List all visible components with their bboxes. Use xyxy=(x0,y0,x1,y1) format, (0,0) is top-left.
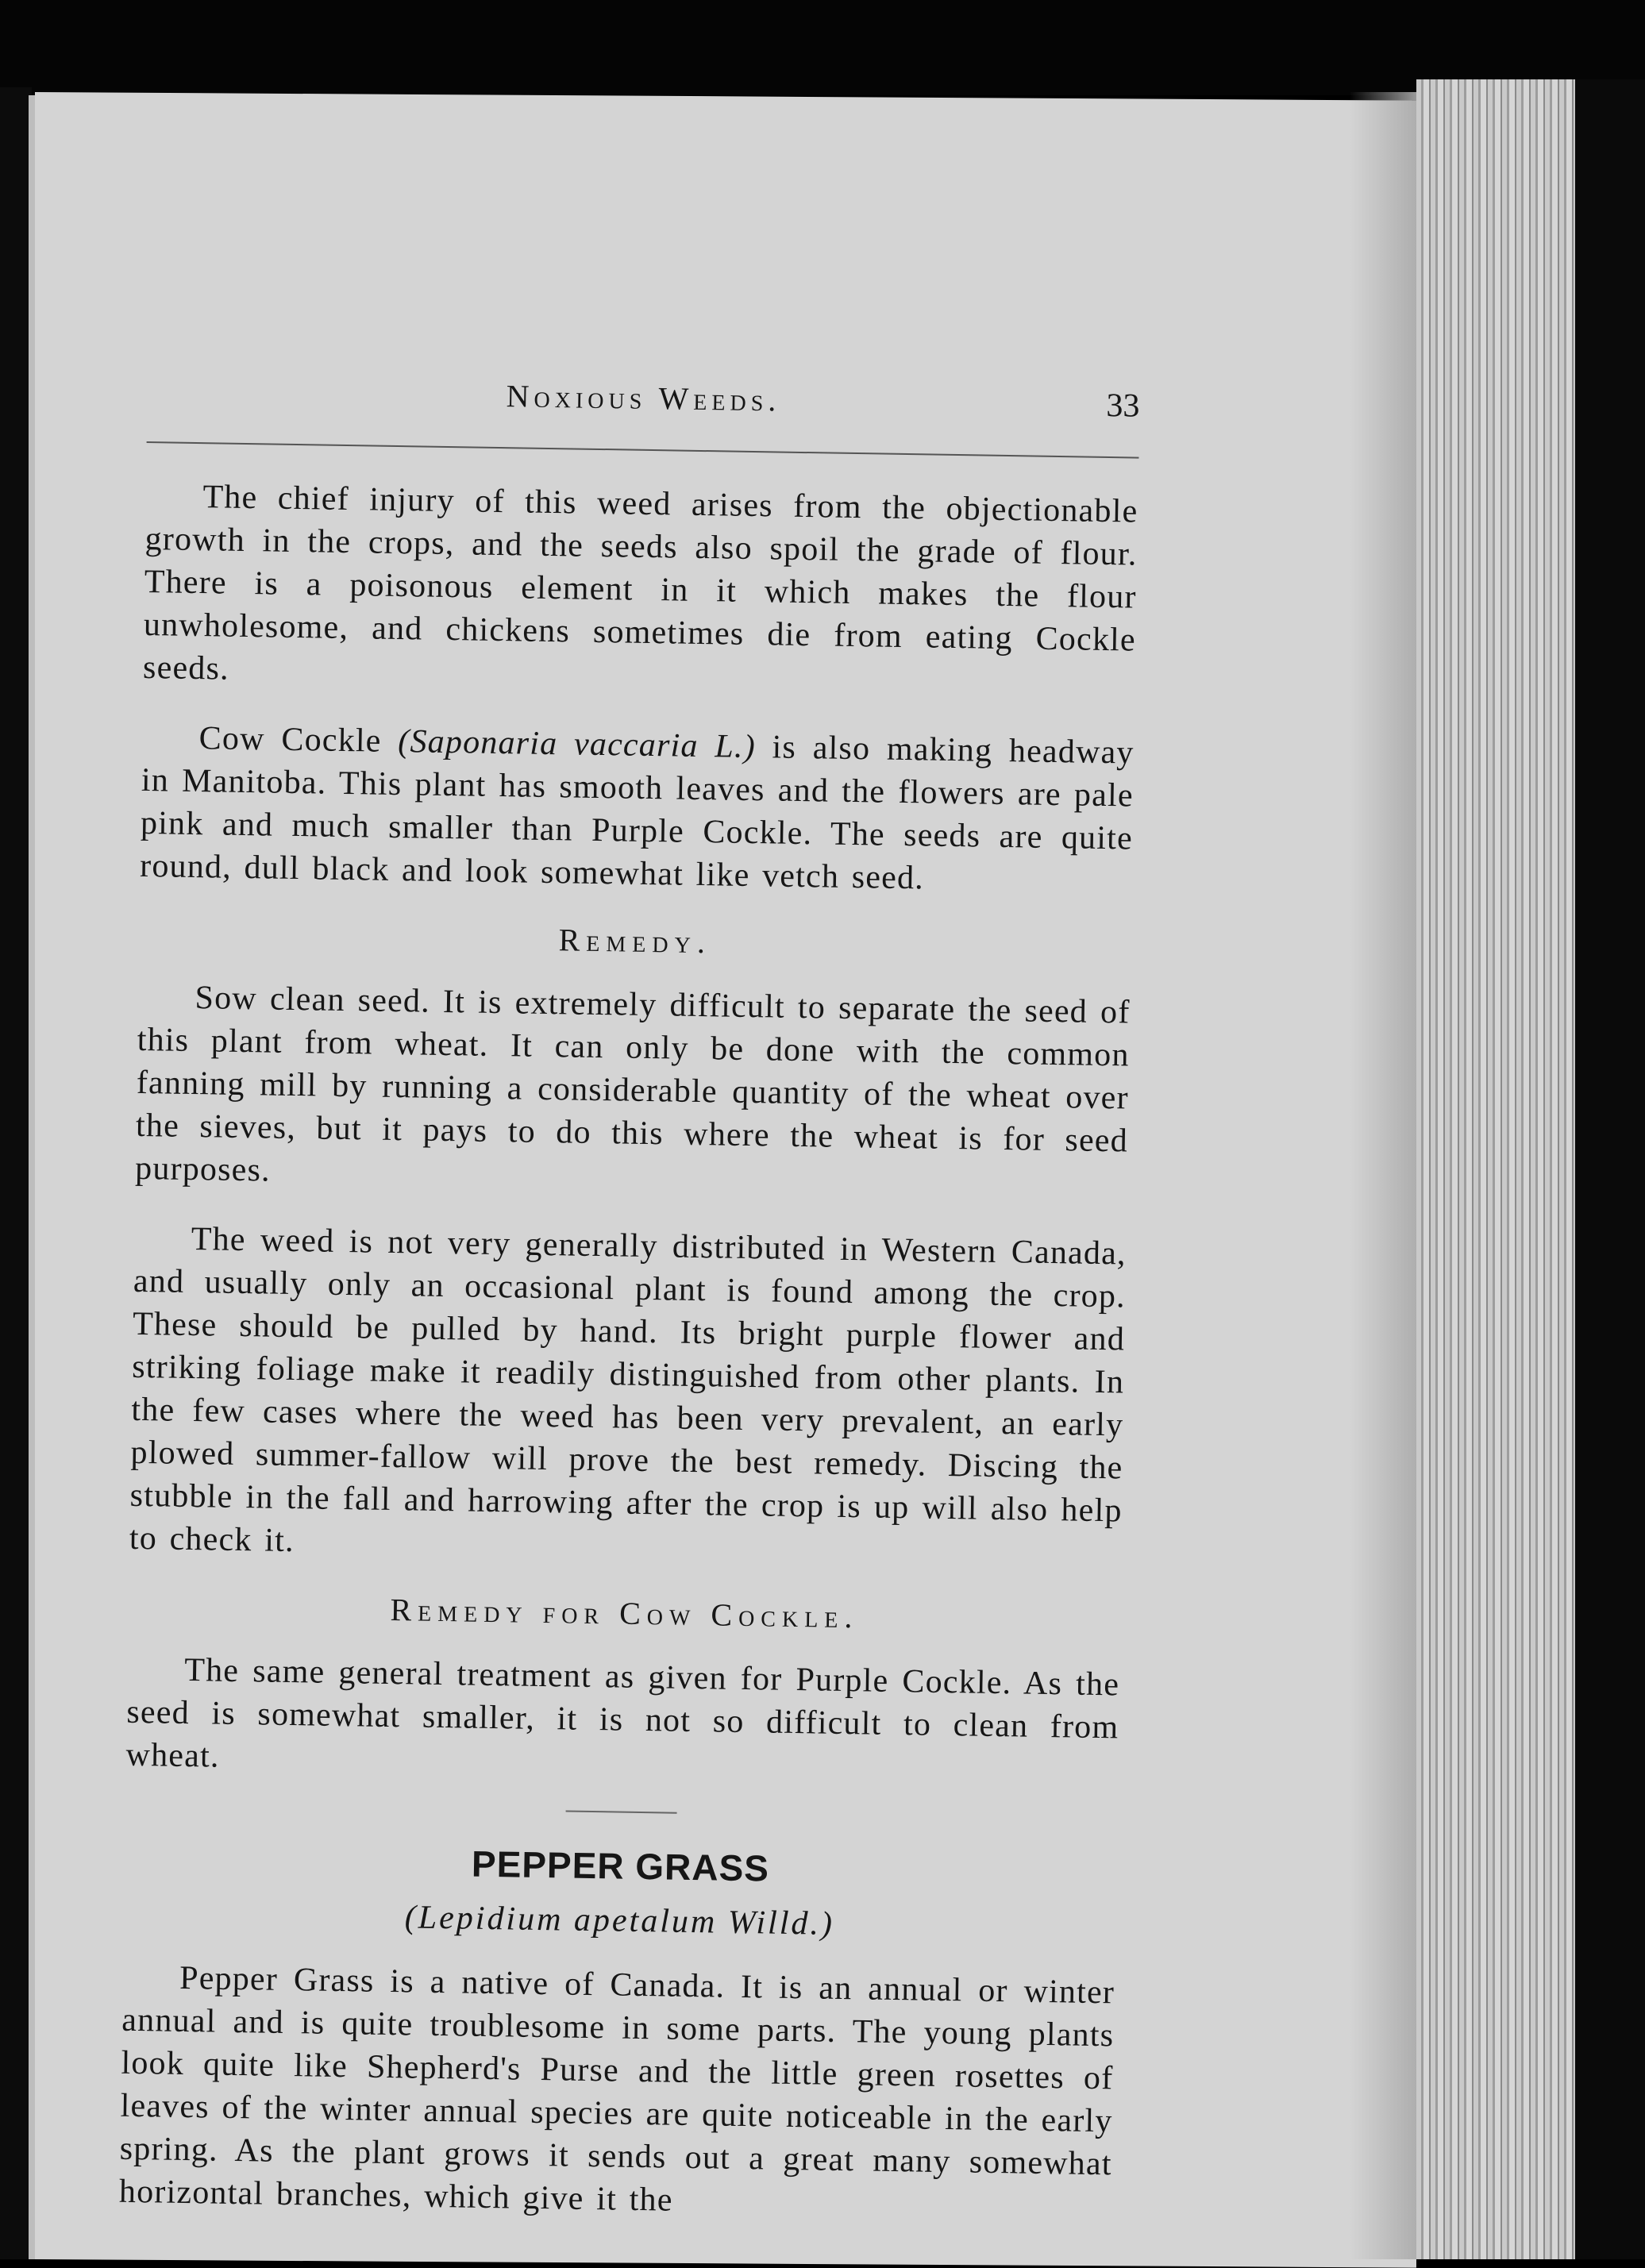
left-book-edge xyxy=(0,87,32,2259)
running-title: Noxious Weeds. xyxy=(506,378,781,418)
page-curl-shade xyxy=(1350,92,1416,2259)
section-subtitle: (Lepidium apetalum Willd.) xyxy=(404,1899,835,1943)
page-content xyxy=(118,372,1140,2255)
header-rule xyxy=(147,441,1139,459)
right-background xyxy=(1575,79,1645,2259)
cow-cockle-intro: Cow Cockle xyxy=(198,720,399,760)
paragraph-injury: The chief injury of this weed arises from the objectionable growth in the crops, and the seeds also spoil the grade of flour. There is a poisonous element in it which makes the flour unwholesome, and chickens sometimes die from eating Cockle seeds. xyxy=(142,479,1138,687)
left-spine xyxy=(29,95,35,2259)
cow-cockle-description: is also making headway in Manitoba. This plant has smooth leaves and the flowers are pale pink and much smaller than Purple Cockle. The seeds are quite round, dull black and look somewhat like vetch seed. xyxy=(139,729,1135,897)
page-edges xyxy=(1416,79,1575,2259)
top-shadow xyxy=(0,0,1645,95)
paragraph-same-treatment: The same general treatment as given for Purple Cockle. As the seed is somewhat smaller, it is not so difficult to clean from wheat. xyxy=(125,1651,1120,1775)
heading-remedy: Remedy. xyxy=(558,922,712,961)
heading-remedy-cow-cockle: Remedy for Cow Cockle. xyxy=(390,1591,859,1635)
paragraph-distribution: The weed is not very generally distributed in Western Canada, and usually only an occasional plant is found among the crop. These should be pulled by hand. Its bright purple flower and striking foliage make it readily distinguished from other plants. In the few cases where the weed has been very prevalent, an early plowed summer-fallow will prove the best remedy. Discing the stubble in the fall and harrowing after the crop is up will also help to check it. xyxy=(129,1220,1127,1560)
section-title: PEPPER GRASS xyxy=(471,1843,770,1889)
paragraph-pepper-grass: Pepper Grass is a native of Canada. It is an annual or winter annual and is quite troublesome in some parts. The young plants look quite like Shepherd's Purse and the little green rosettes of leaves of the winter annual species are quite noticeable in the early spring. As the plant grows it sends out a great many somewhat horizontal branches, which give it the xyxy=(118,1959,1115,2219)
page-number: 33 xyxy=(1106,387,1140,425)
paragraph-cow-cockle xyxy=(140,716,1135,903)
cow-cockle-latin-name: (Saponaria vaccaria L.) xyxy=(398,723,757,766)
section-divider xyxy=(566,1810,677,1813)
paragraph-sow-clean-seed: Sow clean seed. It is extremely difficult to separate the seed of this plant from wheat. It can only be done with the common fanning mill by running a considerable quantity of the wheat over the sieves, but it pays to do this where the wheat is for seed purposes. xyxy=(134,980,1131,1189)
